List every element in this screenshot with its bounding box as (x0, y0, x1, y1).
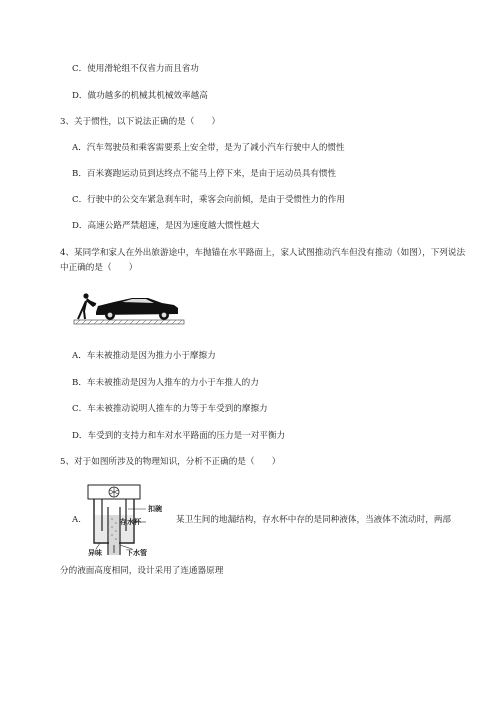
label-odor: 异味 (88, 549, 102, 557)
q5-option-a-label: A. (72, 515, 81, 525)
q3-option-c: C．行驶中的公交车紧急刹车时，乘客会向前倾，是由于受惯性力的作用 (72, 195, 345, 205)
q3-option-a: A．汽车驾驶员和乘客需要系上安全带，是为了减小汽车行驶中人的惯性 (72, 143, 345, 153)
q4-option-a: A．车未被推动是因为推力小于摩擦力 (72, 351, 216, 361)
q2-option-d: D．做功越多的机械其机械效率越高 (72, 91, 208, 101)
floor-drain-figure (84, 485, 184, 555)
label-cover: 扣碗 (148, 505, 162, 513)
q5-stem: 5、对于如图所涉及的物理知识，分析不正确的是（ ） (60, 457, 281, 467)
q3-option-b: B．百米赛跑运动员到达终点不能马上停下来，是由于运动员具有惯性 (72, 169, 337, 179)
q4-stem: 4、某同学和家人在外出旅游途中，车抛锚在水平路面上，家人试图推动汽车但没有推动（如图），下列说法中正确的是（ ） (60, 248, 466, 273)
q4-option-b: B．车未被推动是因为人推车的力小于车推人的力 (72, 378, 259, 388)
q4-option-d: D．车受到的支持力和车对水平路面的压力是一对平衡力 (72, 431, 286, 441)
label-cup: 存水杯 (120, 518, 141, 526)
q5-option-a-continuation: 分的液面高度相同，设计采用了连通器原理 (60, 566, 224, 576)
q4-option-c: C．车未被推动说明人推车的力等于车受到的摩擦力 (72, 404, 268, 414)
q3-option-d: D．高速公路严禁超速，是因为速度越大惯性越大 (72, 221, 260, 231)
car-push-figure (74, 292, 186, 328)
q2-option-c: C．使用滑轮组不仅省力而且省功 (72, 64, 199, 74)
q5-option-a-text: 某卫生间的地漏结构，存水杯中存的是同种液体，当液体不流动时，两部 (176, 515, 452, 525)
label-pipe: 下水管 (126, 549, 147, 557)
q3-stem: 3、关于惯性，以下说法正确的是（ ） (60, 117, 221, 127)
